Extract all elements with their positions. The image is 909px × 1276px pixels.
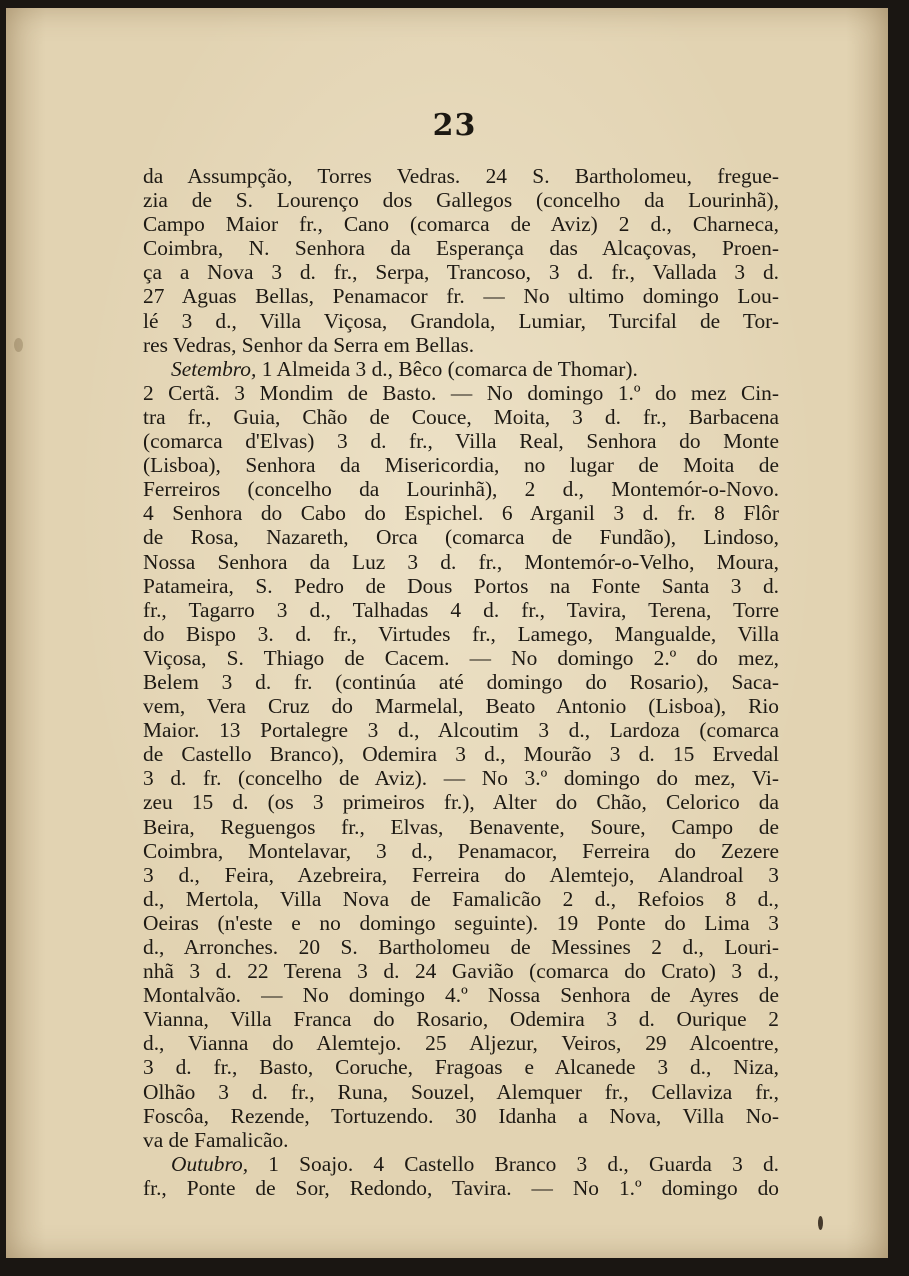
text-line: lé 3 d., Villa Viçosa, Grandola, Lumiar, Turcifal de Tor- (143, 308, 779, 333)
text-line: fr., Ponte de Sor, Redondo, Tavira. — No 1.º domingo do (143, 1175, 779, 1200)
text-line: d., Mertola, Villa Nova de Famalicão 2 d., Refoios 8 d., (143, 886, 779, 911)
text-line: (Lisboa), Senhora da Misericordia, no lugar de Moita de (143, 453, 779, 478)
text-line: 4 Senhora do Cabo do Espichel. 6 Arganil 3 d. fr. 8 Flôr (143, 501, 779, 526)
text-line: vem, Vera Cruz do Marmelal, Beato Antonio (Lisboa), Rio (143, 694, 779, 719)
text-line: va de Famalicão. (143, 1127, 289, 1152)
text-line: 2 Certã. 3 Mondim de Basto. — No domingo 1.º do mez Cin- (143, 380, 779, 405)
text-line: zia de S. Lourenço dos Gallegos (concelho da Lourinhã), (143, 188, 779, 213)
text-line: Ferreiros (concelho da Lourinhã), 2 d., Montemór-o-Novo. (143, 477, 779, 502)
text-line: Coimbra, N. Senhora da Esperança das Alcaçovas, Proen- (143, 236, 779, 261)
text-line: 27 Aguas Bellas, Penamacor fr. — No ultimo domingo Lou- (143, 284, 779, 309)
text-line: Montalvão. — No domingo 4.º Nossa Senhora de Ayres de (143, 983, 779, 1008)
text-line: da Assumpção, Torres Vedras. 24 S. Bartholomeu, fregue- (143, 164, 779, 188)
outubro-line (143, 1152, 779, 1176)
text-line: de Rosa, Nazareth, Orca (comarca de Fundão), Lindoso, (143, 525, 779, 550)
month-label-outubro: Outubro, (171, 1151, 249, 1176)
text-line: Belem 3 d. fr. (continúa até domingo do Rosario), Saca- (143, 669, 779, 694)
text-line: Patameira, S. Pedro de Dous Portos na Fonte Santa 3 d. (143, 573, 779, 598)
text-line: 3 d., Feira, Azebreira, Ferreira do Alemtejo, Alandroal 3 (143, 862, 779, 887)
setembro-text: 1 Almeida 3 d., Bêco (comarca de Thomar). (256, 356, 638, 381)
text-line: tra fr., Guia, Chão de Couce, Moita, 3 d. fr., Barbacena (143, 404, 779, 429)
text-line: nhã 3 d. 22 Terena 3 d. 24 Gavião (comarca do Crato) 3 d., (143, 959, 779, 984)
text-line: (comarca d'Elvas) 3 d. fr., Villa Real, Senhora do Monte (143, 429, 779, 454)
text-line: 3 d. fr. (concelho de Aviz). — No 3.º domingo do mez, Vi- (143, 766, 779, 791)
outubro-text: 1 Soajo. 4 Castello Branco 3 d., Guarda 3 d. (248, 1151, 779, 1176)
text-line: Oeiras (n'este e no domingo seguinte). 19 Ponte do Lima 3 (143, 910, 779, 935)
ink-smudge (818, 1216, 823, 1230)
text-line: d., Arronches. 20 S. Bartholomeu de Messines 2 d., Louri- (143, 935, 779, 959)
month-label-setembro: Setembro, (171, 356, 257, 381)
text-line: res Vedras, Senhor da Serra em Bellas. (143, 332, 475, 357)
text-line: Coimbra, Montelavar, 3 d., Penamacor, Ferreira do Zezere (143, 838, 779, 863)
text-line: Nossa Senhora da Luz 3 d. fr., Montemór-o-Velho, Moura, (143, 549, 779, 574)
text-line: fr., Tagarro 3 d., Talhadas 4 d. fr., Tavira, Terena, Torre (143, 597, 779, 622)
text-line: Campo Maior fr., Cano (comarca de Aviz) 2 d., Charneca, (143, 212, 779, 237)
text-line: Olhão 3 d. fr., Runa, Souzel, Alemquer fr., Cellaviza fr., (143, 1079, 779, 1104)
text-line: de Castello Branco), Odemira 3 d., Mourão 3 d. 15 Ervedal (143, 742, 779, 767)
setembro-line (143, 357, 779, 381)
text-line: Beira, Reguengos fr., Elvas, Benavente, Soure, Campo de (143, 814, 779, 839)
text-line: 3 d. fr., Basto, Coruche, Fragoas e Alcanede 3 d., Niza, (143, 1055, 779, 1080)
text-line: Vianna, Villa Franca do Rosario, Odemira 3 d. Ourique 2 (143, 1007, 779, 1032)
text-line: do Bispo 3. d. fr., Virtudes fr., Lamego, Mangualde, Villa (143, 621, 779, 646)
text-line: Viçosa, S. Thiago de Cacem. — No domingo 2.º do mez, (143, 645, 779, 670)
text-line: Maior. 13 Portalegre 3 d., Alcoutim 3 d., Lardoza (comarca (143, 718, 779, 743)
text-line: ça a Nova 3 d. fr., Serpa, Trancoso, 3 d. fr., Vallada 3 d. (143, 260, 779, 285)
text-line: zeu 15 d. (os 3 primeiros fr.), Alter do Chão, Celorico da (143, 790, 779, 815)
text-line: d., Vianna do Alemtejo. 25 Aljezur, Veiros, 29 Alcoentre, (143, 1031, 779, 1056)
text-line: Foscôa, Rezende, Tortuzendo. 30 Idanha a Nova, Villa No- (143, 1103, 779, 1128)
ink-smudge (14, 338, 23, 352)
almanac-text (143, 164, 779, 1200)
page-number: 23 (432, 108, 477, 143)
